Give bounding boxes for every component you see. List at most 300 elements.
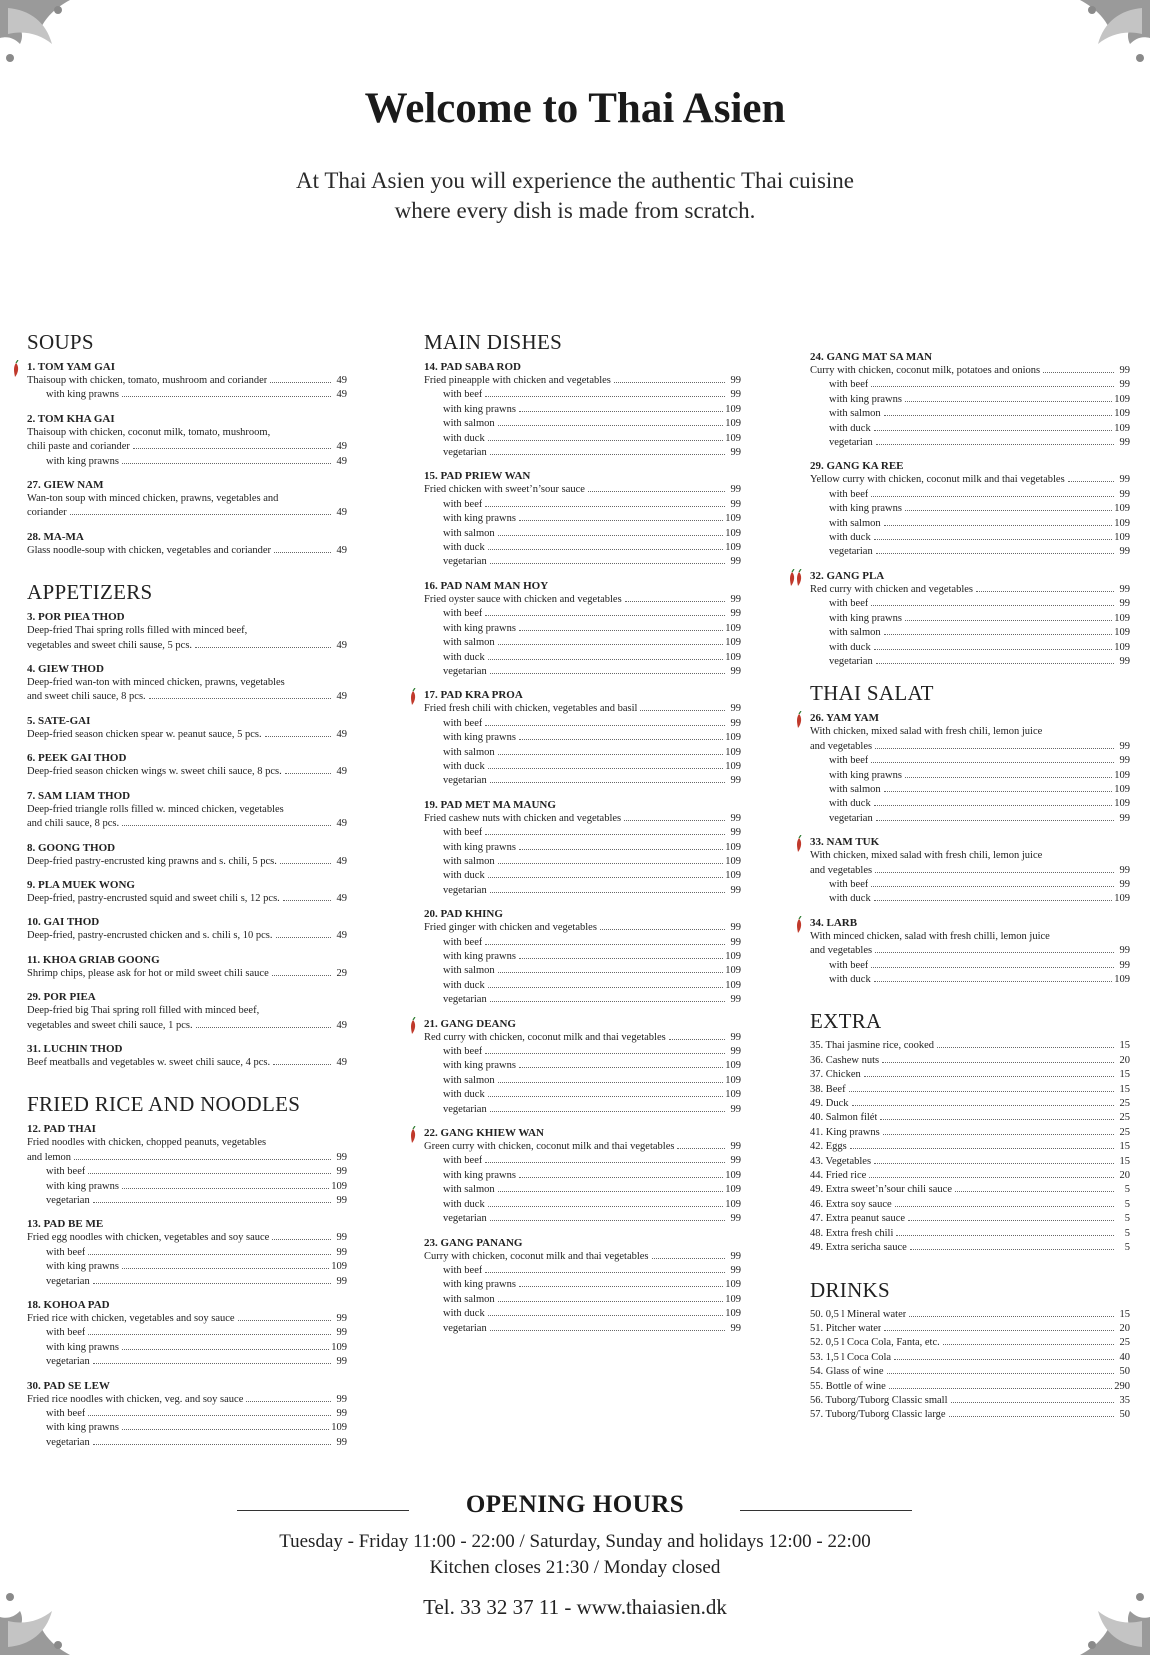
section-title: FRIED RICE AND NOODLES xyxy=(27,1092,301,1117)
item-text: 42. Eggs xyxy=(810,1141,847,1153)
item-text: Yellow curry with chicken, coconut milk and thai vegetables xyxy=(810,474,1065,486)
item-text: and vegetables xyxy=(810,945,873,957)
menu-item xyxy=(27,841,347,869)
menu-item xyxy=(810,569,1130,669)
item-text: 40. Salmon filét xyxy=(810,1112,878,1124)
price-line xyxy=(810,1126,1130,1140)
price: 15 xyxy=(1119,1040,1130,1052)
price: 99 xyxy=(1119,546,1130,558)
item-text: with duck xyxy=(829,422,871,434)
price-line xyxy=(810,1365,1130,1379)
dot-leader xyxy=(884,1330,1114,1331)
price: 5 xyxy=(1124,1198,1130,1210)
item-text: with beef xyxy=(443,389,483,401)
dish-name: 34. LARB xyxy=(810,916,858,929)
dot-leader xyxy=(488,768,724,769)
dot-leader xyxy=(490,673,725,674)
price-line xyxy=(810,393,1130,407)
price-line xyxy=(424,1103,741,1117)
menu-item xyxy=(27,360,347,403)
dot-leader xyxy=(889,1388,1112,1389)
price-line xyxy=(424,1140,741,1154)
dot-leader xyxy=(882,1062,1114,1063)
price-line xyxy=(810,407,1130,421)
dot-leader xyxy=(883,1134,1114,1135)
dish-list xyxy=(27,610,347,1070)
dot-leader xyxy=(196,1027,331,1028)
item-text: vegetarian xyxy=(443,447,487,459)
dot-leader xyxy=(875,748,1114,749)
item-text: vegetarian xyxy=(443,884,487,896)
price-line xyxy=(810,378,1130,392)
price-line xyxy=(424,607,741,621)
price: 109 xyxy=(331,1180,347,1192)
dot-leader xyxy=(871,762,1114,763)
price: 49 xyxy=(336,930,347,942)
item-text: Deep-fried, pastry-encrusted chicken and s. chili s, 10 pcs. xyxy=(27,930,273,942)
dot-leader xyxy=(490,892,725,893)
dot-leader xyxy=(910,1249,1114,1250)
price-line xyxy=(424,702,741,716)
dot-leader xyxy=(677,1148,725,1149)
dot-leader xyxy=(600,929,725,930)
price: 99 xyxy=(730,703,741,715)
price: 99 xyxy=(730,1141,741,1153)
dot-leader xyxy=(280,863,331,864)
section-title: EXTRA xyxy=(810,1009,882,1034)
menu-item xyxy=(810,711,1130,826)
price: 5 xyxy=(1124,1213,1130,1225)
hours-line: Tuesday - Friday 11:00 - 22:00 / Saturday, Sunday and holidays 12:00 - 22:00 xyxy=(279,1531,871,1552)
price: 99 xyxy=(1119,755,1130,767)
price: 109 xyxy=(1114,974,1130,985)
item-text: with king prawns xyxy=(46,1422,119,1434)
dot-leader xyxy=(272,1239,331,1240)
item-text: with salmon xyxy=(443,855,495,867)
item-text: with salmon xyxy=(443,1293,495,1305)
dot-leader xyxy=(285,773,331,774)
price: 109 xyxy=(1114,783,1130,795)
dot-leader xyxy=(905,510,1112,511)
price-line xyxy=(27,639,347,653)
item-text: with king prawns xyxy=(46,1261,119,1273)
price: 109 xyxy=(725,746,741,758)
price: 109 xyxy=(725,403,741,415)
price: 35 xyxy=(1119,1394,1130,1406)
price: 99 xyxy=(336,1232,347,1244)
price-line xyxy=(424,1074,741,1088)
dish-name: 4. GIEW THOD xyxy=(27,663,104,676)
dish-list xyxy=(810,711,1130,987)
price: 99 xyxy=(730,775,741,787)
dot-leader xyxy=(519,411,723,412)
price-line xyxy=(424,1212,741,1226)
price-line xyxy=(424,512,741,526)
dot-leader xyxy=(887,1373,1115,1374)
dot-leader xyxy=(498,1191,724,1192)
dot-leader xyxy=(614,382,725,383)
price: 109 xyxy=(725,855,741,867)
item-text: with duck xyxy=(443,1198,485,1210)
item-text: with duck xyxy=(443,651,485,663)
price-line xyxy=(424,812,741,826)
price: 20 xyxy=(1119,1170,1130,1182)
item-text: vegetarian xyxy=(46,1275,90,1287)
dot-leader xyxy=(909,1316,1114,1317)
price-line xyxy=(424,1322,741,1336)
dish-description: Deep-fried big Thai spring roll filled with minced beef, xyxy=(27,1005,260,1017)
dot-leader xyxy=(122,463,331,464)
price: 109 xyxy=(1114,641,1130,653)
price-line xyxy=(424,1264,741,1278)
price: 99 xyxy=(336,1436,347,1448)
dish-name: 17. PAD KRA PROA xyxy=(424,689,523,702)
price: 109 xyxy=(725,418,741,430)
price-line xyxy=(424,964,741,978)
item-text: Fried pineapple with chicken and vegetables xyxy=(424,375,611,386)
chili-icon xyxy=(409,1126,418,1144)
price: 99 xyxy=(336,1151,347,1163)
price: 49 xyxy=(336,639,347,651)
dot-leader xyxy=(485,725,725,726)
menu-item xyxy=(424,360,741,460)
dish-name: 33. NAM TUK xyxy=(810,836,880,849)
price: 25 xyxy=(1119,1337,1130,1349)
price-line xyxy=(810,1351,1130,1365)
item-text: Fried egg noodles with chicken, vegetables and soy sauce xyxy=(27,1232,270,1244)
item-text: with king prawns xyxy=(443,732,516,744)
price-line xyxy=(424,636,741,650)
item-text: 52. 0,5 l Coca Cola, Fanta, etc. xyxy=(810,1337,940,1349)
item-text: vegetarian xyxy=(829,812,873,824)
price-line xyxy=(27,1056,347,1070)
item-text: with salmon xyxy=(443,1074,495,1086)
item-text: with king prawns xyxy=(443,1169,516,1181)
item-text: Fried oyster sauce with chicken and vegetables xyxy=(424,593,622,605)
price: 109 xyxy=(725,622,741,634)
dot-leader xyxy=(951,1402,1114,1403)
price: 109 xyxy=(725,979,741,991)
dot-leader xyxy=(485,396,725,397)
item-text: with king prawns xyxy=(829,612,902,624)
menu-item xyxy=(424,1126,741,1226)
price: 99 xyxy=(730,827,741,839)
item-text: with duck xyxy=(443,542,485,554)
chili-icon xyxy=(795,916,804,934)
item-text: with beef xyxy=(443,1264,483,1276)
price: 5 xyxy=(1124,1227,1130,1239)
item-text: Beef meatballs and vegetables w. sweet chili sauce, 4 pcs. xyxy=(27,1056,271,1068)
price: 109 xyxy=(725,1279,741,1291)
price: 99 xyxy=(730,1213,741,1225)
item-text: with salmon xyxy=(829,627,881,639)
price: 49 xyxy=(336,892,347,904)
price: 109 xyxy=(725,951,741,962)
dish-name: 3. POR PIEA THOD xyxy=(27,611,125,624)
price-line xyxy=(810,973,1130,987)
price-line xyxy=(27,1393,347,1407)
dot-leader xyxy=(874,805,1113,806)
price: 99 xyxy=(730,447,741,459)
dot-leader xyxy=(937,1047,1114,1048)
dot-leader xyxy=(519,849,723,850)
price-line xyxy=(424,760,741,774)
price-line xyxy=(27,728,347,742)
item-text: coriander xyxy=(27,507,67,519)
item-text: with king prawns xyxy=(829,769,902,781)
price: 99 xyxy=(730,1046,741,1058)
dot-leader xyxy=(270,382,331,383)
item-text: 44. Fried rice xyxy=(810,1170,867,1182)
price-line xyxy=(424,717,741,731)
item-text: Red curry with chicken, coconut milk and thai vegetables xyxy=(424,1031,666,1043)
dot-leader xyxy=(669,1039,725,1040)
item-text: vegetables and sweet chili sause, 5 pcs. xyxy=(27,639,193,651)
chili-icon xyxy=(795,711,804,729)
dish-name: 19. PAD MET MA MAUNG xyxy=(424,798,556,811)
dish-name: 15. PAD PRIEW WAN xyxy=(424,470,531,483)
dot-leader xyxy=(246,1401,331,1402)
opening-hours xyxy=(0,1491,1150,1620)
price-line xyxy=(424,774,741,788)
item-text: 37. Chicken xyxy=(810,1069,861,1081)
price: 109 xyxy=(725,1089,741,1101)
price: 15 xyxy=(1119,1069,1130,1081)
item-text: Green curry with chicken, coconut milk and thai vegetables xyxy=(424,1141,675,1153)
price-line xyxy=(424,446,741,460)
item-text: with beef xyxy=(829,598,869,610)
price: 49 xyxy=(336,1019,347,1031)
dot-leader xyxy=(488,440,724,441)
menu-item xyxy=(27,530,347,558)
price-line xyxy=(810,1083,1130,1097)
item-text: with king prawns xyxy=(46,1180,119,1192)
price-line xyxy=(424,498,741,512)
price: 99 xyxy=(730,1103,741,1115)
price: 49 xyxy=(336,691,347,703)
price: 15 xyxy=(1119,1141,1130,1153)
price-line xyxy=(27,765,347,779)
dot-leader xyxy=(874,649,1113,650)
item-text: Deep-fried season chicken wings w. sweet chili sauce, 8 pcs. xyxy=(27,766,282,778)
menu-item xyxy=(424,688,741,788)
item-text: 49. Extra sericha sauce xyxy=(810,1242,907,1254)
price-line xyxy=(810,797,1130,811)
item-text: 56. Tuborg/Tuborg Classic small xyxy=(810,1394,948,1406)
price: 99 xyxy=(336,1393,347,1405)
dot-leader xyxy=(93,1444,331,1445)
dot-leader xyxy=(869,1177,1114,1178)
dish-list xyxy=(27,1122,347,1450)
menu-item xyxy=(810,835,1130,907)
price-line xyxy=(810,655,1130,669)
price-line xyxy=(27,1275,347,1289)
dot-leader xyxy=(876,553,1114,554)
price: 99 xyxy=(336,1327,347,1339)
dot-leader xyxy=(640,710,725,711)
dot-leader xyxy=(871,886,1114,887)
item-text: with salmon xyxy=(829,517,881,529)
dot-leader xyxy=(283,900,331,901)
item-text: 38. Beef xyxy=(810,1083,846,1095)
item-text: with salmon xyxy=(443,1184,495,1196)
section-title: DRINKS xyxy=(810,1277,890,1302)
item-text: 49. Extra sweet’n’sour chili sauce xyxy=(810,1184,952,1196)
dot-leader xyxy=(122,825,331,826)
price-line xyxy=(424,1059,741,1073)
item-text: 36. Cashew nuts xyxy=(810,1054,880,1066)
item-text: and vegetables xyxy=(810,864,873,876)
item-text: and vegetables xyxy=(810,740,873,752)
dish-name: 30. PAD SE LEW xyxy=(27,1379,110,1392)
price: 109 xyxy=(1114,408,1130,420)
dot-leader xyxy=(122,396,331,397)
item-text: with king prawns xyxy=(46,455,119,467)
item-text: with duck xyxy=(443,1308,485,1320)
price-line xyxy=(424,483,741,497)
price: 99 xyxy=(1119,598,1130,610)
dot-leader xyxy=(488,549,724,550)
item-text: with king prawns xyxy=(443,403,516,415)
price-line xyxy=(810,959,1130,973)
price-line xyxy=(810,1140,1130,1154)
price-line xyxy=(810,783,1130,797)
dot-leader xyxy=(93,1363,331,1364)
dish-name: 14. PAD SABA ROD xyxy=(424,361,521,373)
menu-item xyxy=(27,610,347,653)
dot-leader xyxy=(238,1320,331,1321)
price: 99 xyxy=(336,1356,347,1368)
menu-item xyxy=(27,1298,347,1370)
price: 109 xyxy=(725,1198,741,1210)
section-title: MAIN DISHES xyxy=(424,330,563,354)
dish-name: 10. GAI THOD xyxy=(27,916,100,929)
price: 109 xyxy=(725,732,741,744)
price-line xyxy=(810,754,1130,768)
item-text: with salmon xyxy=(443,746,495,758)
price-line xyxy=(27,1019,347,1033)
dot-leader xyxy=(133,448,331,449)
dot-leader xyxy=(519,1177,723,1178)
dot-leader xyxy=(276,937,332,938)
item-text: vegetarian xyxy=(443,556,487,568)
dot-leader xyxy=(876,820,1114,821)
item-text: Red curry with chicken and vegetables xyxy=(810,583,973,595)
item-text: with beef xyxy=(829,755,869,767)
price: 109 xyxy=(331,1422,347,1434)
dish-name: 16. PAD NAM MAN HOY xyxy=(424,579,549,592)
price-line xyxy=(424,1250,741,1264)
price: 290 xyxy=(1114,1380,1130,1392)
price: 99 xyxy=(336,1246,347,1258)
dot-leader xyxy=(1068,481,1114,482)
item-text: with king prawns xyxy=(46,389,119,401)
dot-leader xyxy=(485,1053,725,1054)
price: 99 xyxy=(730,884,741,896)
price: 109 xyxy=(725,1184,741,1196)
dish-name: 31. LUCHIN THOD xyxy=(27,1042,123,1055)
item-text: and sweet chili sauce, 8 pcs. xyxy=(27,691,146,703)
price: 109 xyxy=(331,1261,347,1273)
price: 49 xyxy=(336,1056,347,1068)
dish-name: 8. GOONG THOD xyxy=(27,841,116,854)
price-line xyxy=(27,1165,347,1179)
price-line xyxy=(27,1421,347,1435)
price-line xyxy=(810,769,1130,783)
price: 109 xyxy=(1114,393,1130,405)
price: 99 xyxy=(336,1408,347,1420)
item-text: with beef xyxy=(46,1246,86,1258)
menu-item xyxy=(810,350,1130,450)
section-thai-salat xyxy=(810,681,1130,987)
price: 109 xyxy=(725,760,741,772)
item-text: with beef xyxy=(829,878,869,890)
item-text: Fried rice noodles with chicken, veg. and soy sauce xyxy=(27,1393,244,1405)
corner-ornament-icon xyxy=(0,0,95,95)
price-line xyxy=(424,432,741,446)
dish-list xyxy=(810,350,1130,669)
price-line xyxy=(424,593,741,607)
price: 99 xyxy=(1119,379,1130,391)
menu-column-left xyxy=(27,330,347,1472)
price: 99 xyxy=(1119,740,1130,752)
dot-leader xyxy=(88,1254,331,1255)
price-line xyxy=(810,531,1130,545)
price-line xyxy=(27,374,347,388)
price: 99 xyxy=(730,498,741,510)
section-curries xyxy=(810,350,1130,669)
price-line xyxy=(810,1212,1130,1226)
dish-name: 11. KHOA GRIAB GOONG xyxy=(27,953,160,966)
dish-name: 13. PAD BE ME xyxy=(27,1218,104,1231)
price-line xyxy=(810,1241,1130,1255)
dot-leader xyxy=(88,1334,331,1335)
item-text: Fried chicken with sweet’n’sour sauce xyxy=(424,484,585,496)
dot-leader xyxy=(871,386,1114,387)
item-text: vegetables and sweet chili sauce, 1 pcs. xyxy=(27,1019,193,1031)
dot-leader xyxy=(874,539,1113,540)
dot-leader xyxy=(490,1220,725,1221)
dot-leader xyxy=(519,739,723,740)
menu-item xyxy=(810,459,1130,559)
dot-leader xyxy=(875,872,1114,873)
price: 99 xyxy=(336,1166,347,1178)
price-line xyxy=(27,1246,347,1260)
price-line xyxy=(810,502,1130,516)
item-text: with duck xyxy=(443,1089,485,1101)
item-text: 43. Vegetables xyxy=(810,1155,872,1167)
item-text: vegetarian xyxy=(443,1103,487,1115)
item-text: 35. Thai jasmine rice, cooked xyxy=(810,1040,935,1052)
dot-leader xyxy=(195,647,331,648)
price: 99 xyxy=(1119,583,1130,595)
section-soups xyxy=(27,330,347,558)
price: 99 xyxy=(730,1250,741,1262)
dot-leader xyxy=(884,634,1113,635)
item-text: 53. 1,5 l Coca Cola xyxy=(810,1351,892,1363)
price-line xyxy=(810,1394,1130,1408)
price: 109 xyxy=(725,965,741,977)
price-line xyxy=(810,583,1130,597)
menu-item xyxy=(424,1017,741,1117)
dot-leader xyxy=(485,834,725,835)
dish-description: Deep-fried triangle rolls filled w. minced chicken, vegetables xyxy=(27,803,284,815)
item-text: with beef xyxy=(829,488,869,500)
price: 25 xyxy=(1119,1112,1130,1124)
dish-name: 29. GANG KA REE xyxy=(810,460,904,473)
price-line xyxy=(424,1169,741,1183)
price: 99 xyxy=(730,1155,741,1167)
